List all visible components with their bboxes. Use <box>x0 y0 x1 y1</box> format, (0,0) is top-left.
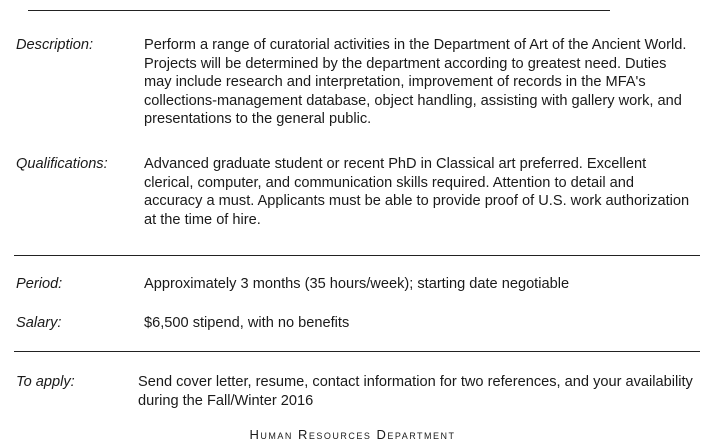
qualifications-text <box>144 155 705 229</box>
description-line: Projects will be determined by the department according to greatest need. Duties <box>144 55 667 72</box>
qualifications-line: accuracy a must. Applicants must be able to provide proof of U.S. work authorization <box>144 193 690 210</box>
top-divider <box>28 10 610 11</box>
to-apply-line: Send cover letter, resume, contact information for two references, and your availability <box>138 374 693 390</box>
period-value <box>144 275 705 294</box>
description-line: collections-management database, object handling, assisting with gallery work, and <box>144 92 682 109</box>
divider-after-qualifications <box>14 255 700 256</box>
period-label: Period: <box>16 276 63 292</box>
to-apply-text <box>138 373 705 410</box>
description-section <box>16 36 705 132</box>
to-apply-line: during the Fall/Winter 2016 <box>138 392 314 409</box>
salary-section <box>16 314 705 334</box>
period-section <box>16 275 705 295</box>
qualifications-section <box>16 155 705 233</box>
salary-value <box>144 314 705 333</box>
salary-text: $6,500 stipend, with no benefits <box>144 315 350 331</box>
description-label: Description: <box>16 37 94 53</box>
divider-after-salary <box>14 351 700 352</box>
description-text <box>144 36 705 129</box>
salary-label: Salary: <box>16 315 62 331</box>
qualifications-label: Qualifications: <box>16 156 108 172</box>
description-line: presentations to the general public. <box>144 111 372 128</box>
to-apply-label: To apply: <box>16 374 75 390</box>
qualifications-line: Advanced graduate student or recent PhD in Classical art preferred. Excellent <box>144 156 647 172</box>
qualifications-line: at the time of hire. <box>144 211 261 228</box>
hr-department-heading: Human Resources Department <box>249 427 456 442</box>
period-text: Approximately 3 months (35 hours/week); starting date negotiable <box>144 276 570 292</box>
to-apply-section <box>16 373 705 413</box>
description-line: may include research and interpretation, improvement of records in the MFA's <box>144 74 646 91</box>
description-line: Perform a range of curatorial activities in the Department of Art of the Ancient World. <box>144 37 687 53</box>
qualifications-line: clerical, computer, and communication skills required. Attention to detail and <box>144 174 634 191</box>
